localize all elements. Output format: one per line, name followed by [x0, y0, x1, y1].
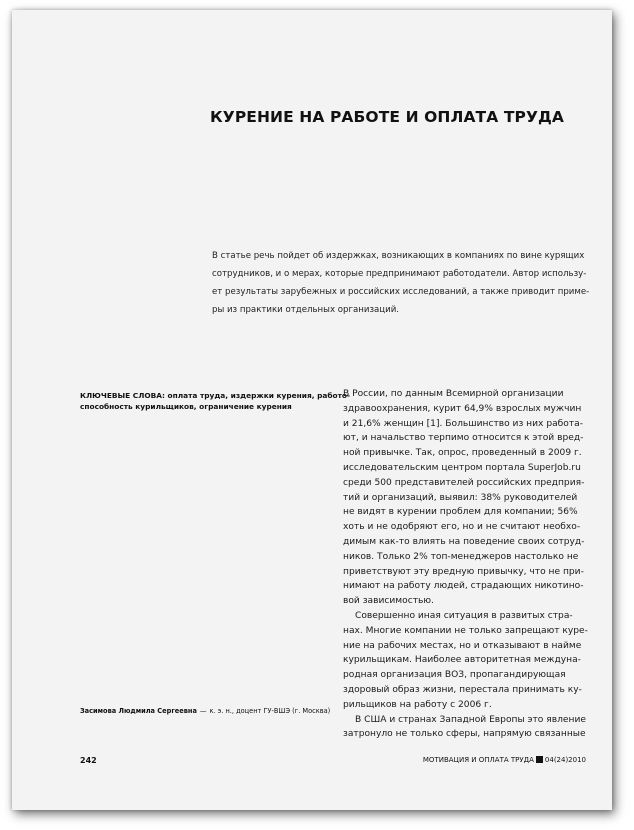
abstract-line: ры из практики отдельных организаций.	[212, 305, 400, 315]
body-line: нах. Многие компании не только запрещают куре-	[343, 625, 588, 636]
keywords-block	[80, 390, 351, 412]
body-line: здоровый образ жизни, перестала принимать ку-	[343, 684, 582, 695]
body-line: курильщикам. Наиболее авторитетная междуна-	[343, 655, 581, 666]
body-line: приветствуют эту вредную привычку, что не при-	[343, 566, 584, 577]
body-line: среди 500 представителей российских предприя-	[343, 477, 585, 488]
body-line: ной привычке. Так, опрос, проведенный в 2009 г.	[343, 448, 582, 459]
article-title: КУРЕНИЕ НА РАБОТЕ И ОПЛАТА ТРУДА	[210, 108, 565, 126]
article-abstract	[212, 247, 594, 319]
keywords-line: КЛЮЧЕВЫЕ СЛОВА: оплата труда, издержки курения, работо-	[80, 391, 351, 400]
abstract-line: сотрудников, и о мерах, которые предпринимают работодатели. Автор использу-	[212, 269, 587, 279]
body-line: хоть и не одобряют его, но и не считают необхо-	[343, 522, 581, 533]
body-line: вой зависимостью.	[343, 596, 434, 607]
body-line: тий и организаций, выявил: 38% руководителей	[343, 492, 578, 503]
abstract-line: В статье речь пойдет об издержках, возникающих в компаниях по вине курящих	[212, 251, 585, 261]
author-affiliation: к. э. н., доцент ГУ-ВШЭ (г. Москва)	[209, 707, 331, 715]
article-body	[343, 387, 605, 742]
square-separator-icon	[536, 756, 543, 763]
abstract-line: ет результаты зарубежных и российских исследований, а также приводит приме-	[212, 287, 590, 297]
body-line: здравоохранения, курит 64,9% взрослых мужчин	[343, 403, 582, 414]
body-line: В России, по данным Всемирной организации	[343, 389, 564, 399]
body-line: ют, и начальство терпимо относится к этой вред-	[343, 433, 584, 444]
author-separator: —	[199, 707, 207, 715]
page-number: 242	[80, 756, 97, 765]
body-line: Совершенно иная ситуация в развитых стра-	[355, 610, 573, 621]
issue-number: 04(24)2010	[544, 756, 586, 764]
body-line: В США и странах Западной Европы это явление	[355, 714, 586, 725]
body-line: ние на рабочих местах, но и отказывают в найме	[343, 640, 582, 651]
body-line: рильщиков на работу с 2006 г.	[343, 699, 492, 710]
body-line: нимают на работу людей, страдающих никотино-	[343, 581, 584, 592]
body-line: не видят в курении проблем для компании; 56%	[343, 507, 578, 518]
journal-name: МОТИВАЦИЯ И ОПЛАТА ТРУДА	[422, 756, 534, 764]
keywords-line: способность курильщиков, ограничение курения	[80, 402, 292, 411]
body-line: родная организация ВОЗ, пропагандирующая	[343, 670, 566, 681]
author-name: Засимова Людмила Сергеевна	[80, 707, 197, 715]
body-line: димым как-то влиять на поведение своих сотруд-	[343, 536, 585, 547]
author-credit	[80, 707, 330, 715]
body-line: и 21,6% женщин [1]. Большинство из них работа-	[343, 418, 583, 429]
body-line: ников. Только 2% топ-менеджеров настолько не	[343, 551, 579, 562]
body-line: затронуло не только сферы, напрямую связанные	[343, 729, 586, 740]
document-page	[12, 10, 612, 810]
body-line: исследовательским центром портала SuperJob.ru	[343, 462, 581, 473]
running-footer	[423, 756, 586, 764]
